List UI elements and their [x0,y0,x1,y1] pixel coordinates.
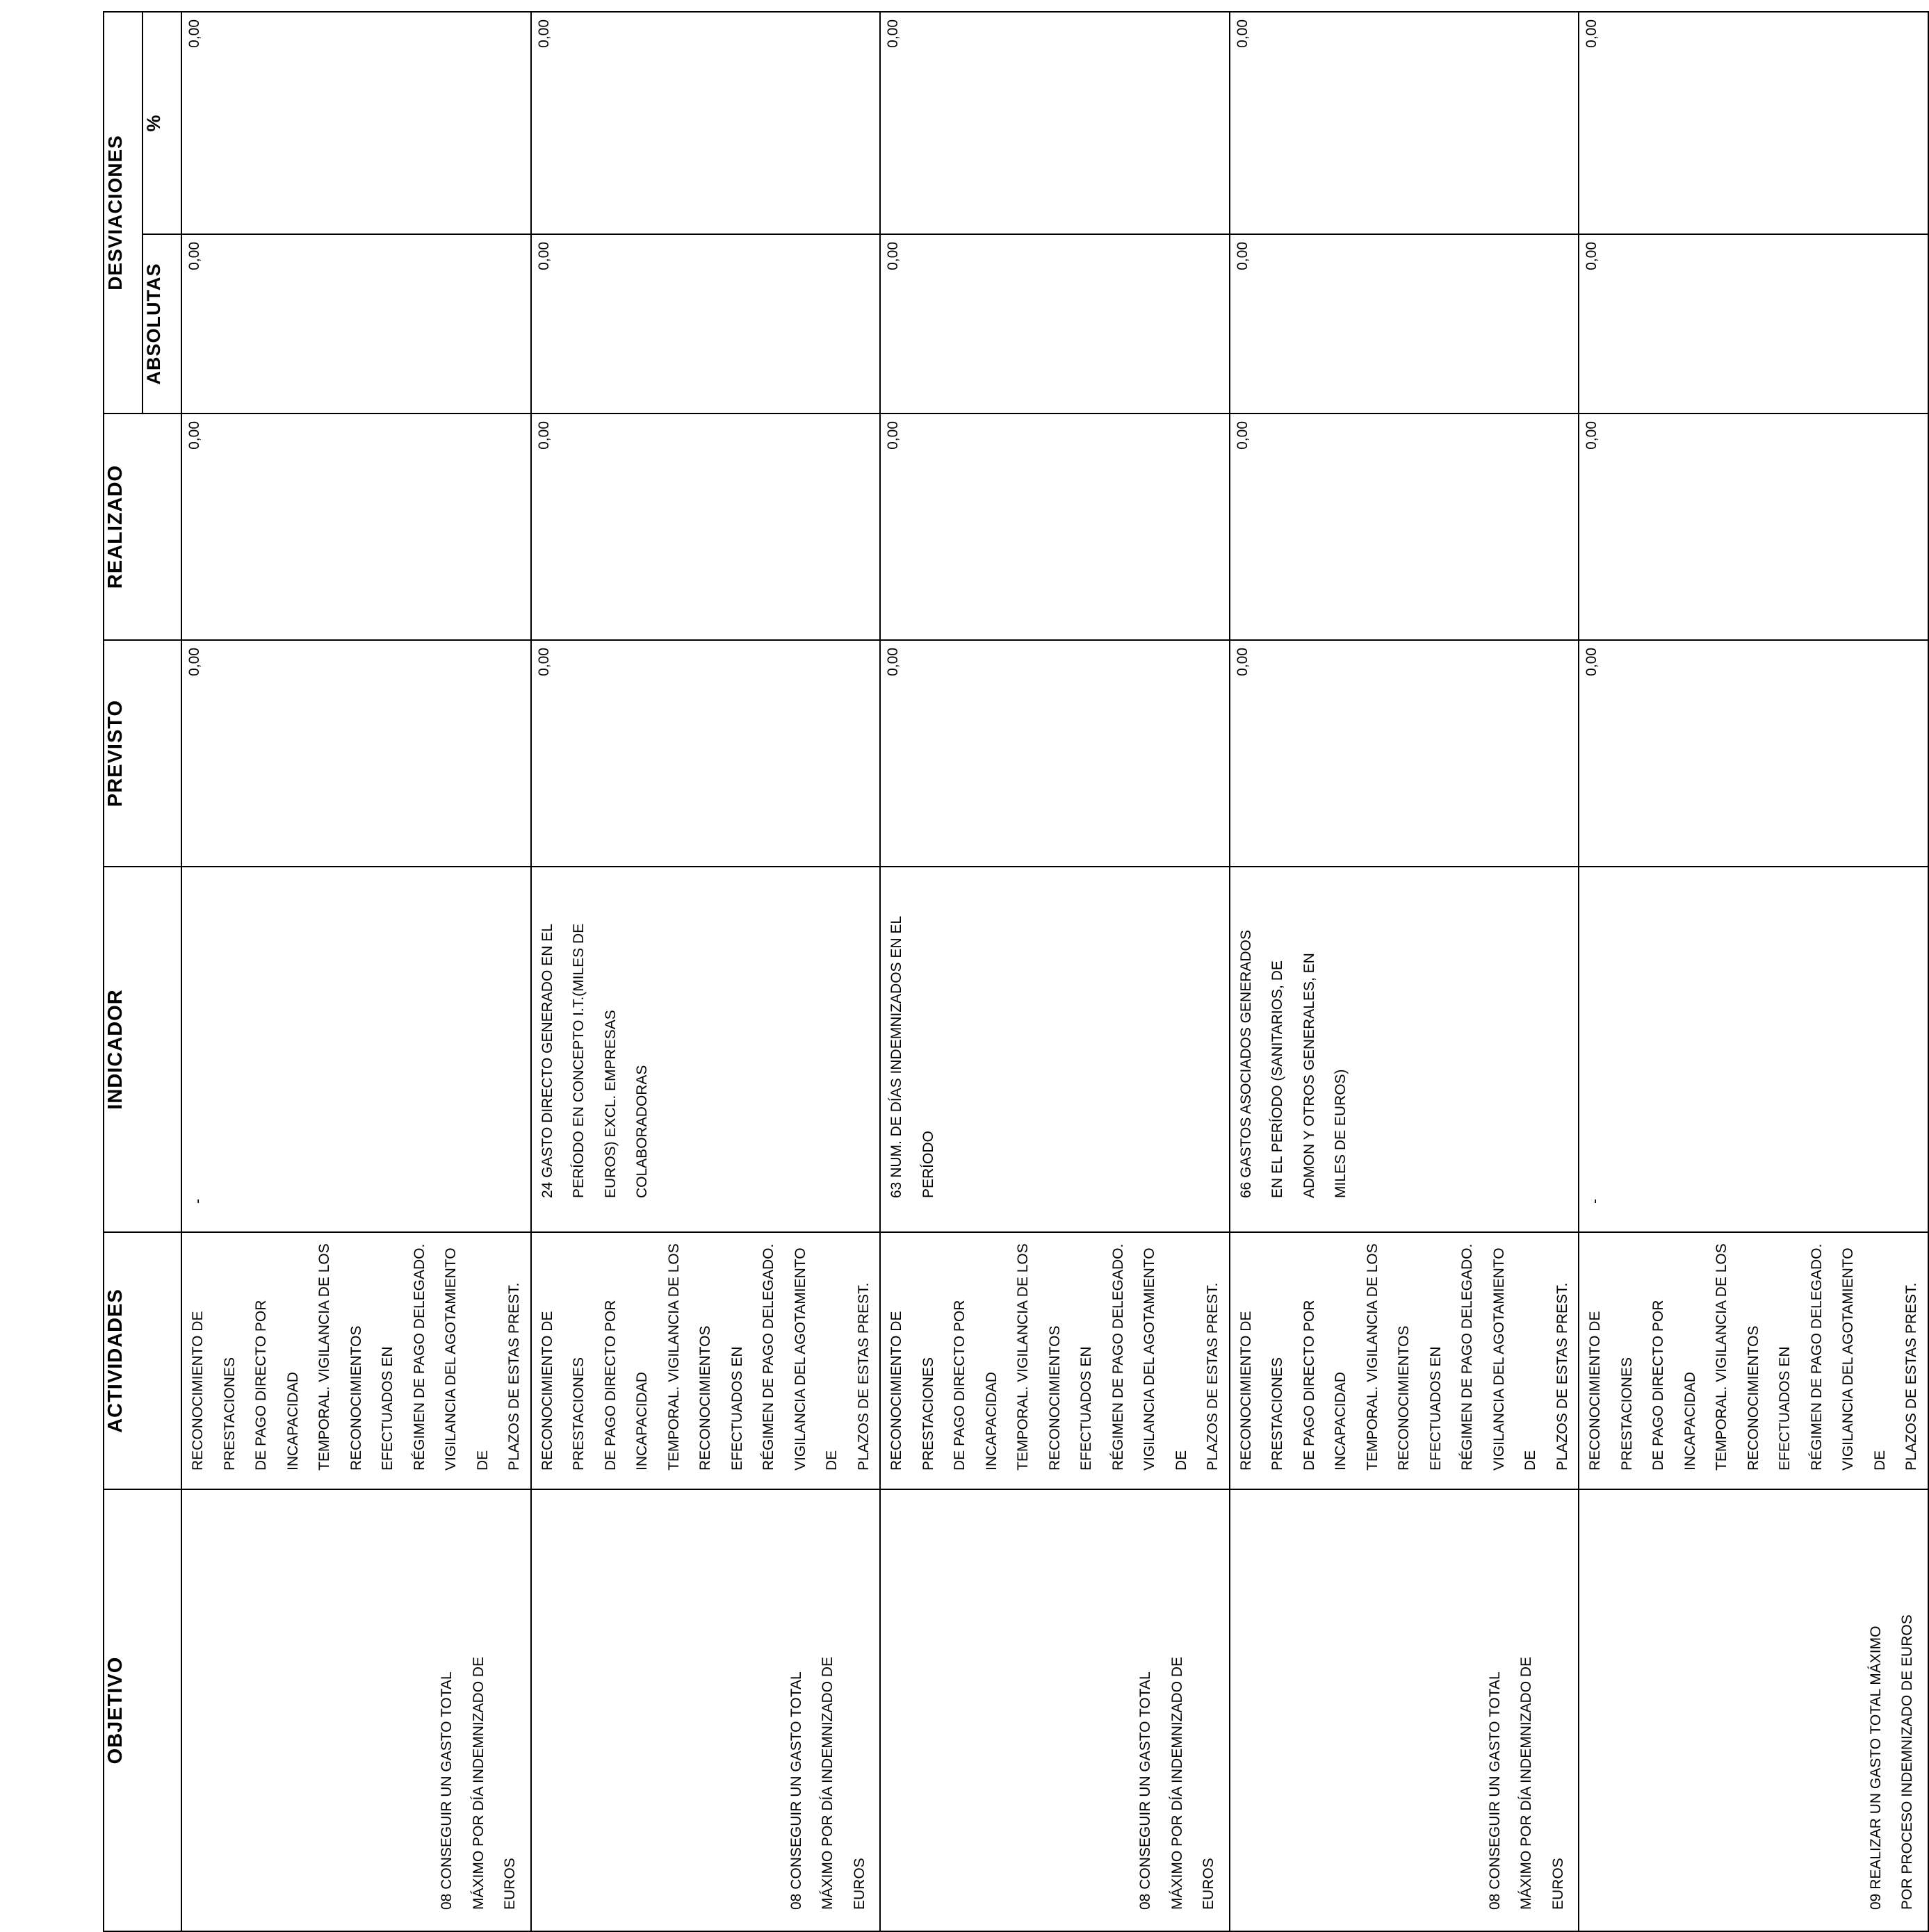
absolutas-value: 0,00 [1234,242,1251,270]
previsto-value: 0,00 [535,648,552,676]
indicador-cell [1230,867,1579,1232]
absolutas-value: 0,00 [1584,242,1600,270]
header-porcentaje: % [143,12,181,234]
actividades-text: RECONOCIMIENTO DE PRESTACIONES DE PAGO DIRECTO POR INCAPACIDAD TEMPORAL. VIGILANCIA DE LOS RECONOCIMIENTOS EFECTUADOS EN RÉGIMEN DE PAGO DELEGADO. VIGILANCIA DEL AGOTAMIENTO DE PLAZOS DE ESTAS PREST. [539,1243,872,1471]
table-row [1230,12,1579,1931]
actividades-cell [531,1232,881,1489]
objetivo-text: 08 CONSEGUIR UN GASTO TOTAL MÁXIMO POR DÍA INDEMNIZADO DE EUROS [788,1656,868,1910]
objetivo-text: 08 CONSEGUIR UN GASTO TOTAL MÁXIMO POR DÍA INDEMNIZADO DE EUROS [1486,1656,1566,1910]
header-indicador: INDICADOR [104,867,181,1232]
porcentaje-cell [1579,12,1928,234]
objetivo-cell [181,1489,531,1931]
actividades-cell [880,1232,1230,1489]
objetivo-cell [880,1489,1230,1931]
previsto-value: 0,00 [1584,648,1600,676]
table-row [1579,12,1928,1931]
porcentaje-value: 0,00 [1584,19,1600,48]
porcentaje-value: 0,00 [885,19,901,48]
indicador-text: 63 NUM. DE DÍAS INDEMNIZADOS EN EL PERÍODO [888,915,936,1198]
previsto-cell [181,640,531,867]
table-row [531,12,881,1931]
realizado-cell [1579,414,1928,640]
previsto-cell [880,640,1230,867]
objetivo-text: 09 REALIZAR UN GASTO TOTAL MÁXIMO POR PROCESO INDEMNIZADO DE EUROS [1867,1614,1915,1910]
absolutas-value: 0,00 [186,242,202,270]
table-row [181,12,531,1931]
header-realizado: REALIZADO [104,414,181,640]
porcentaje-value: 0,00 [1234,19,1251,48]
indicador-text: - [1587,1199,1603,1204]
previsto-value: 0,00 [1234,648,1251,676]
header-actividades: ACTIVIDADES [104,1232,181,1489]
objetivo-cell [1579,1489,1928,1931]
header-previsto: PREVISTO [104,640,181,867]
realizado-value: 0,00 [885,421,901,450]
indicador-text: - [190,1199,206,1204]
realizado-value: 0,00 [1234,421,1251,450]
indicador-cell [880,867,1230,1232]
absolutas-cell [531,234,881,414]
actividades-text: RECONOCIMIENTO DE PRESTACIONES DE PAGO DIRECTO POR INCAPACIDAD TEMPORAL. VIGILANCIA DE LOS RECONOCIMIENTOS EFECTUADOS EN RÉGIMEN DE PAGO DELEGADO. VIGILANCIA DEL AGOTAMIENTO DE PLAZOS DE ESTAS PREST. [190,1243,522,1471]
objectives-table [103,11,1929,1932]
realizado-cell [1230,414,1579,640]
header-objetivo: OBJETIVO [104,1489,181,1931]
objetivo-text: 08 CONSEGUIR UN GASTO TOTAL MÁXIMO POR DÍA INDEMNIZADO DE EUROS [439,1656,518,1910]
realizado-cell [181,414,531,640]
absolutas-cell [1579,234,1928,414]
table-row [880,12,1230,1931]
absolutas-value: 0,00 [535,242,552,270]
realizado-value: 0,00 [186,421,202,450]
actividades-text: RECONOCIMIENTO DE PRESTACIONES DE PAGO DIRECTO POR INCAPACIDAD TEMPORAL. VIGILANCIA DE LOS RECONOCIMIENTOS EFECTUADOS EN RÉGIMEN DE PAGO DELEGADO. VIGILANCIA DEL AGOTAMIENTO DE PLAZOS DE ESTAS PREST. [1587,1243,1919,1471]
absolutas-cell [880,234,1230,414]
realizado-value: 0,00 [535,421,552,450]
header-desviaciones: DESVIACIONES [104,12,143,414]
objetivo-cell [1230,1489,1579,1931]
indicador-text: 24 GASTO DIRECTO GENERADO EN EL PERÍODO EN CONCEPTO I.T.(MILES DE EUROS) EXCL. EMPRESAS COLABORADORAS [539,923,650,1198]
objetivo-cell [531,1489,881,1931]
rotated-report-page [103,13,1919,1932]
indicador-cell [1579,867,1928,1232]
header-row-top [104,12,143,1931]
absolutas-cell [1230,234,1579,414]
porcentaje-cell [1230,12,1579,234]
porcentaje-cell [880,12,1230,234]
previsto-cell [1230,640,1579,867]
absolutas-value: 0,00 [885,242,901,270]
header-absolutas: ABSOLUTAS [143,234,181,414]
actividades-cell [1579,1232,1928,1489]
porcentaje-cell [181,12,531,234]
actividades-text: RECONOCIMIENTO DE PRESTACIONES DE PAGO DIRECTO POR INCAPACIDAD TEMPORAL. VIGILANCIA DE LOS RECONOCIMIENTOS EFECTUADOS EN RÉGIMEN DE PAGO DELEGADO. VIGILANCIA DEL AGOTAMIENTO DE PLAZOS DE ESTAS PREST. [888,1243,1221,1471]
actividades-cell [181,1232,531,1489]
previsto-value: 0,00 [186,648,202,676]
objetivo-text: 08 CONSEGUIR UN GASTO TOTAL MÁXIMO POR DÍA INDEMNIZADO DE EUROS [1137,1656,1216,1910]
indicador-cell [531,867,881,1232]
actividades-text: RECONOCIMIENTO DE PRESTACIONES DE PAGO DIRECTO POR INCAPACIDAD TEMPORAL. VIGILANCIA DE LOS RECONOCIMIENTOS EFECTUADOS EN RÉGIMEN DE PAGO DELEGADO. VIGILANCIA DEL AGOTAMIENTO DE PLAZOS DE ESTAS PREST. [1237,1243,1570,1471]
porcentaje-cell [531,12,881,234]
actividades-cell [1230,1232,1579,1489]
absolutas-cell [181,234,531,414]
indicador-cell [181,867,531,1232]
previsto-cell [531,640,881,867]
previsto-cell [1579,640,1928,867]
indicador-text: 66 GASTOS ASOCIADOS GENERADOS EN EL PERÍODO (SANITARIOS, DE ADMON Y OTROS GENERALES, EN MILES DE EUROS) [1237,930,1349,1198]
porcentaje-value: 0,00 [535,19,552,48]
realizado-cell [880,414,1230,640]
realizado-value: 0,00 [1584,421,1600,450]
realizado-cell [531,414,881,640]
porcentaje-value: 0,00 [186,19,202,48]
previsto-value: 0,00 [885,648,901,676]
